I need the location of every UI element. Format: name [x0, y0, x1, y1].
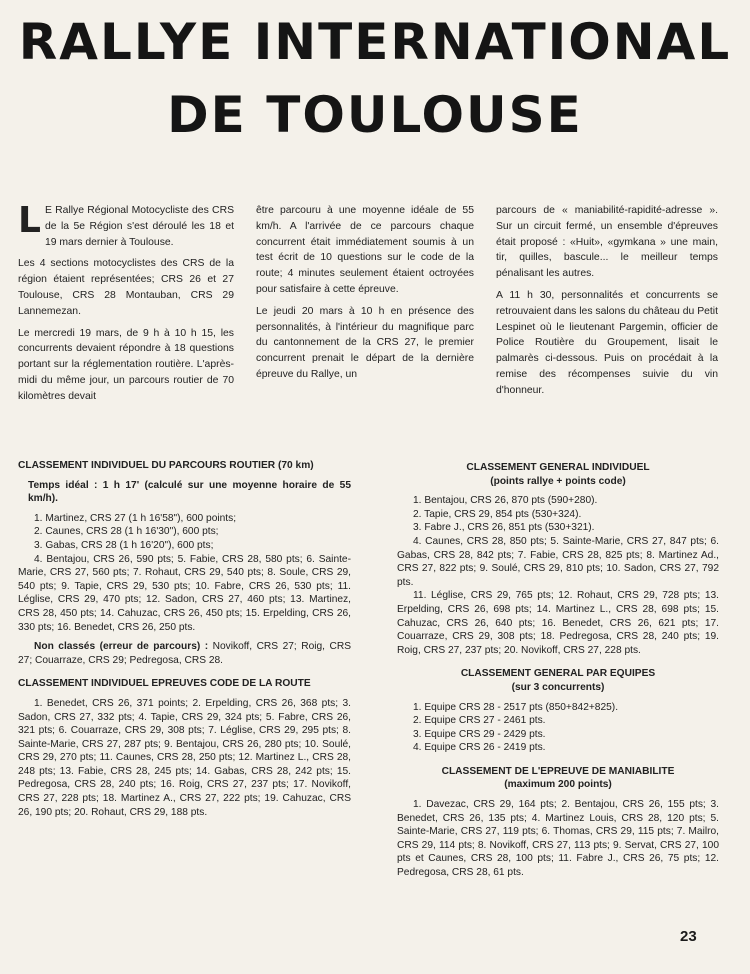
intro-paragraph: Les 4 sections motocyclistes des CRS de la région étaient représentées; CRS 26 et 27 Toulouse, CRS 28 Montauban, CRS 29 Lannemezan. — [18, 258, 234, 317]
intro-text: E Rallye Régional Motocycliste des CRS de la 5e Région s'est déroulé les 18 et 19 mars dernier à Toulouse. — [44, 205, 234, 248]
general-subheading: (points rallye + points code) — [490, 475, 626, 487]
routier-heading: CLASSEMENT INDIVIDUEL DU PARCOURS ROUTIER (70 km) — [18, 460, 314, 471]
routier-ideal-time: Temps idéal : 1 h 17' (calculé sur une moyenne horaire de 55 km/h). — [28, 479, 351, 505]
intro-paragraph: être parcouru à une moyenne idéale de 55 km/h. A l'arrivée de ce parcours chaque concurrent était immédiatement soumis à un test écrit de 10 questions sur le code de la route; 4 minutes seulement étaient octroyées pour satisfaire à cette épreuve. — [256, 205, 474, 295]
result-line: 3. Equipe CRS 29 - 2429 pts. — [413, 728, 546, 740]
result-line: 1. Equipe CRS 28 - 2517 pts (850+842+825). — [413, 701, 619, 713]
result-paragraph: 4. Bentajou, CRS 26, 590 pts; 5. Fabie, CRS 28, 580 pts; 6. Sainte-Marie, CRS 27, 560 pts; 7. Rohaut, CRS 29, 540 pts; 8. Soule, CRS 29, 540 pts; 9. Tapie, CRS 29, 530 pts; 10. Fabre, CRS 26, 530 pts; 11. Léglise, CRS 29, 470 pts; 12. Sadon, CRS 27, 460 pts; 13. Martinez, CRS 28, 450 pts; 14. Cahuzac, CRS 26, 450 pts; 15. Erpelding, CRS 26, 330 pts; 16. Benedet, CRS 26, 250 pts. — [18, 553, 351, 633]
results-right-column — [397, 461, 719, 880]
maniabilite-results: 1. Davezac, CRS 29, 164 pts; 2. Bentajou, CRS 26, 155 pts; 3. Benedet, CRS 26, 135 pts; 4. Martinez Louis, CRS 28, 120 pts; 5. Sainte-Marie, CRS 27, 119 pts; 6. Thomas, CRS 29, 115 pts; 7. Mailro, CRS 29, 114 pts; 8. Novikoff, CRS 27, 113 pts; 9. Servat, CRS 27, 100 pts et Caunes, CRS 28, 100 pts; 11. Fabre J., CRS 26, 75 pts; 12. Pedregosa, CRS 28, 61 pts. — [397, 799, 719, 879]
intro-paragraph — [18, 200, 234, 250]
intro-paragraph: A 11 h 30, personnalités et concurrents se retrouvaient dans les salons du château du Petit Lespinet où le lieutenant Pargemin, officier de Police Routière du Groupement, lisait le palmarès ci-dessous. Puis on procédait à la remise des récompenses suivie du vin d'honneur. — [496, 289, 718, 396]
code-results: 1. Benedet, CRS 26, 371 points; 2. Erpelding, CRS 26, 368 pts; 3. Sadon, CRS 27, 332 pts; 4. Tapie, CRS 29, 324 pts; 5. Fabre, CRS 26, 321 pts; 6. Couarraze, CRS 29, 308 pts; 7. Léglise, CRS 29, 295 pts; 8. Sainte-Marie, CRS 27, 287 pts; 9. Bentajou, CRS 26, 280 pts; 10. Soulé, CRS 29, 270 pts; 11. Caunes, CRS 28, 250 pts; 12. Martinez L., CRS 28, 248 pts; 13. Fabie, CRS 28, 245 pts; 14. Gabas, CRS 28, 242 pts; 15. Pedregosa, CRS 28, 240 pts; 16. Roig, CRS 27, 237 pts; 17. Novikoff, CRS 27, 228 pts; 18. Martinez A., CRS 27, 222 pts; 19. Cahuzac, CRS 26, 190 pts; 20. Rohaut, CRS 29, 188 pts. — [18, 697, 351, 818]
intro-column-3 — [496, 203, 718, 405]
result-line: 3. Gabas, CRS 28 (1 h 16'20"), 600 pts; — [34, 539, 214, 551]
general-heading: CLASSEMENT GENERAL INDIVIDUEL — [466, 462, 650, 473]
non-classes-label: Non classés (erreur de parcours) : — [34, 641, 209, 653]
maniabilite-heading: CLASSEMENT DE L'EPREUVE DE MANIABILITE — [441, 765, 675, 777]
intro-paragraph: Le mercredi 19 mars, de 9 h à 10 h 15, les concurrents devaient répondre à 18 questions portant sur la réglementation routière. L'après-midi du même jour, un parcours routier de 70 kilomètres devait — [18, 327, 234, 402]
result-line: 1. Bentajou, CRS 26, 870 pts (590+280). — [413, 495, 598, 507]
result-paragraph: 11. Léglise, CRS 29, 765 pts; 12. Rohaut, CRS 29, 728 pts; 13. Erpelding, CRS 26, 698 pts; 14. Martinez L., CRS 28, 698 pts; 15. Cahuzac, CRS 26, 640 pts; 16. Benedet, CRS 26, 621 pts; 17. Couarraze, CRS 29, 308 pts; 18. Pedregosa, CRS 28, 240 pts; 19. Roig, CRS 27, 237 pts; 20. Novikoff, CRS 27, 228 pts. — [397, 590, 719, 656]
equipes-heading: CLASSEMENT GENERAL PAR EQUIPES — [460, 668, 656, 680]
article-title-line2: DE TOULOUSE — [167, 86, 583, 144]
results-left-column — [18, 459, 351, 819]
intro-paragraph: parcours de « maniabilité-rapidité-adresse ». Sur un circuit fermé, un ensemble d'épreuves était proposé : «Huit», «gymkana » une main, tir, quilles, bascule... le meilleur temps pénalisant les autres. — [496, 205, 718, 280]
code-heading: CLASSEMENT INDIVIDUEL EPREUVES CODE DE LA ROUTE — [18, 678, 311, 690]
maniabilite-subheading: (maximum 200 points) — [504, 779, 612, 791]
result-paragraph: 4. Caunes, CRS 28, 850 pts; 5. Sainte-Marie, CRS 27, 847 pts; 6. Gabas, CRS 28, 842 pts; 7. Fabie, CRS 28, 825 pts; 8. Martinez Ad., CRS 27, 822 pts; 9. Soulé, CRS 29, 810 pts; 10. Sadon, CRS 27, 792 pts. — [397, 535, 719, 588]
result-line: 2. Caunes, CRS 28 (1 h 16'30"), 600 pts; — [34, 526, 219, 538]
result-line: 1. Martinez, CRS 27 (1 h 16'58"), 600 points; — [34, 512, 237, 524]
result-line: 2. Tapie, CRS 29, 854 pts (530+324). — [413, 508, 582, 520]
page-number: 23 — [680, 928, 697, 945]
result-line: 3. Fabre J., CRS 26, 851 pts (530+321). — [413, 522, 595, 534]
non-classes-text: Novikoff, CRS 27; Roig, CRS 27; Couarraze, CRS 29; Pedregosa, CRS 28. — [18, 641, 351, 666]
result-line: 2. Equipe CRS 27 - 2461 pts. — [413, 715, 546, 727]
result-line: 4. Equipe CRS 26 - 2419 pts. — [413, 742, 546, 754]
drop-cap: L — [18, 200, 41, 241]
intro-column-1 — [18, 200, 234, 411]
non-classes — [18, 640, 351, 667]
equipes-subheading: (sur 3 concurrents) — [511, 681, 605, 693]
intro-column-2 — [256, 203, 474, 389]
intro-paragraph: Le jeudi 20 mars à 10 h en présence des personnalités, à l'intérieur du magnifique parc du cantonnement de la CRS 27, le premier concurrent prenait le départ de la dernière épreuve du Rallye, un — [256, 305, 474, 380]
article-title-line1: RALLYE INTERNATIONAL — [18, 13, 732, 71]
